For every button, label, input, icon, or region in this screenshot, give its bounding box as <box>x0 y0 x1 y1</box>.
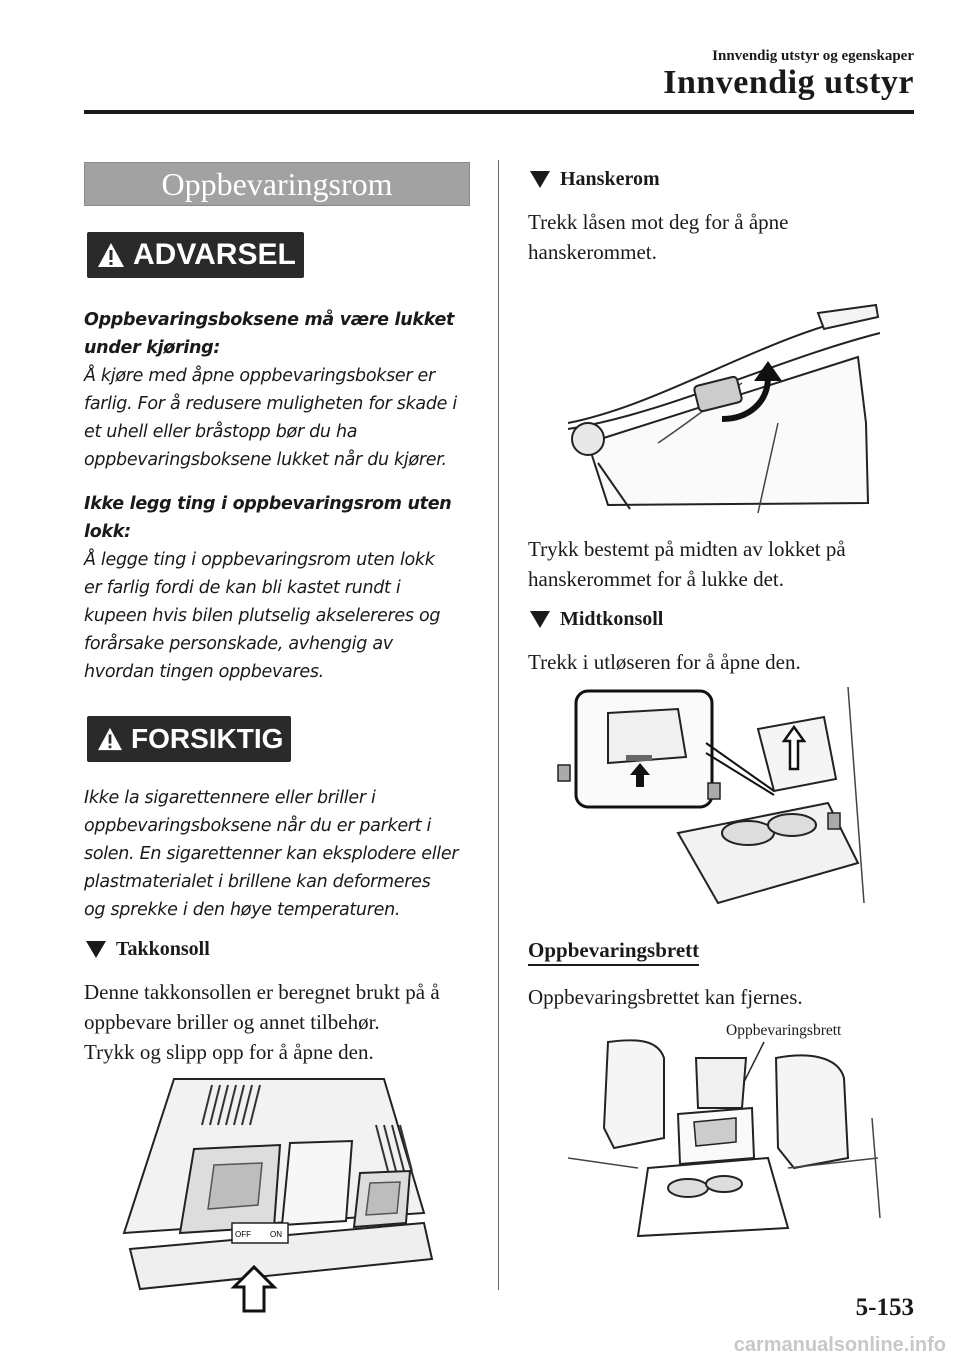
caution-text-line: plastmaterialet i brillene kan deformeres <box>84 872 431 892</box>
warning-block-1 <box>84 306 470 474</box>
oppbevaringsbrett-text: Oppbevaringsbrettet kan fjernes. <box>528 985 803 1009</box>
page-number: 5-153 <box>855 1294 914 1321</box>
glovebox-drawing <box>528 273 918 513</box>
center-console-drawing <box>528 683 918 913</box>
section-marker-icon <box>86 941 106 958</box>
warning-label: ADVARSEL <box>133 238 296 271</box>
caution-text-line: solen. En sigarettenner kan eksplodere eller <box>84 844 459 864</box>
oppbevaringsbrett-heading: Oppbevaringsbrett <box>528 938 699 966</box>
caution-badge <box>87 716 291 762</box>
warning-heading-line: Oppbevaringsboksene må være lukket <box>84 310 455 330</box>
left-column <box>84 162 470 1318</box>
body-line: oppbevare briller og annet tilbehør. <box>84 1010 380 1034</box>
midtkonsoll-heading-text: Midtkonsoll <box>560 608 664 630</box>
section-marker-icon <box>530 171 550 188</box>
hanskerom-text-2 <box>528 534 918 594</box>
header-rule <box>84 110 914 114</box>
body-line: Trykk bestemt på midten av lokket på <box>528 537 846 561</box>
midtkonsoll-heading <box>528 608 918 631</box>
center-console-illustration <box>528 683 918 918</box>
right-column <box>528 162 918 1243</box>
caution-text-line: Ikke la sigarettennere eller briller i <box>84 788 376 808</box>
switch-off-label: OFF <box>235 1230 251 1239</box>
warning-heading-line: under kjøring: <box>84 338 221 358</box>
storage-tray-drawing <box>528 1018 918 1238</box>
warning-block-2 <box>84 490 470 686</box>
hanskerom-text-1 <box>528 207 918 267</box>
caution-block <box>84 784 470 924</box>
storage-tray-illustration <box>528 1018 918 1243</box>
section-subtitle: Innvendig utstyr og egenskaper <box>712 48 914 64</box>
overhead-console-drawing <box>84 1073 470 1313</box>
warning-triangle-icon <box>97 242 125 268</box>
warning-heading-line: Ikke legg ting i oppbevaringsrom uten lokk: <box>84 494 452 542</box>
warning-text-line: farlig. For å redusere muligheten for skade i <box>84 394 457 414</box>
warning-text-line: et uhell eller bråstopp bør du ha <box>84 422 358 442</box>
caution-triangle-icon <box>97 727 123 751</box>
warning-text-line: oppbevaringsboksene lukket når du kjører. <box>84 450 447 470</box>
callout-label: Oppbevaringsbrett <box>726 1022 842 1039</box>
caution-text-line: oppbevaringsboksene når du er parkert i <box>84 816 432 836</box>
column-divider <box>498 160 499 1290</box>
warning-text-line: hvordan tingen oppbevares. <box>84 662 324 682</box>
caution-text-line: og sprekke i den høye temperaturen. <box>84 900 401 920</box>
warning-text-line: er farlig fordi de kan bli kastet rundt i <box>84 578 401 598</box>
banner-text: Oppbevaringsrom <box>161 165 393 202</box>
takkonsoll-heading-text: Takkonsoll <box>116 938 210 960</box>
caution-label: FORSIKTIG <box>131 723 284 754</box>
body-line: Trekk låsen mot deg for å åpne <box>528 210 789 234</box>
footer-watermark: carmanualsonline.info <box>733 1334 946 1356</box>
body-line: Trykk og slipp opp for å åpne den. <box>84 1040 374 1064</box>
body-line: hanskerommet. <box>528 240 657 264</box>
takkonsoll-heading <box>84 938 470 961</box>
warning-text-line: Å kjøre med åpne oppbevaringsbokser er <box>84 366 435 386</box>
hanskerom-heading-text: Hanskerom <box>560 168 660 190</box>
warning-badge <box>87 232 304 278</box>
warning-text-line: forårsake personskade, avhengig av <box>84 634 393 654</box>
takkonsoll-text <box>84 977 470 1067</box>
midtkonsoll-text: Trekk i utløseren for å åpne den. <box>528 650 801 674</box>
body-line: Denne takkonsollen er beregnet brukt på å <box>84 980 440 1004</box>
body-line: hanskerommet for å lukke det. <box>528 567 784 591</box>
switch-on-label: ON <box>270 1230 282 1239</box>
section-banner <box>84 162 470 206</box>
glovebox-illustration <box>528 273 918 518</box>
section-title: Innvendig utstyr <box>663 64 914 101</box>
overhead-console-illustration <box>84 1073 470 1318</box>
warning-text-line: kupeen hvis bilen plutselig akselereres og <box>84 606 441 626</box>
hanskerom-heading <box>528 168 918 191</box>
section-marker-icon <box>530 611 550 628</box>
warning-text-line: Å legge ting i oppbevaringsrom uten lokk <box>84 550 435 570</box>
